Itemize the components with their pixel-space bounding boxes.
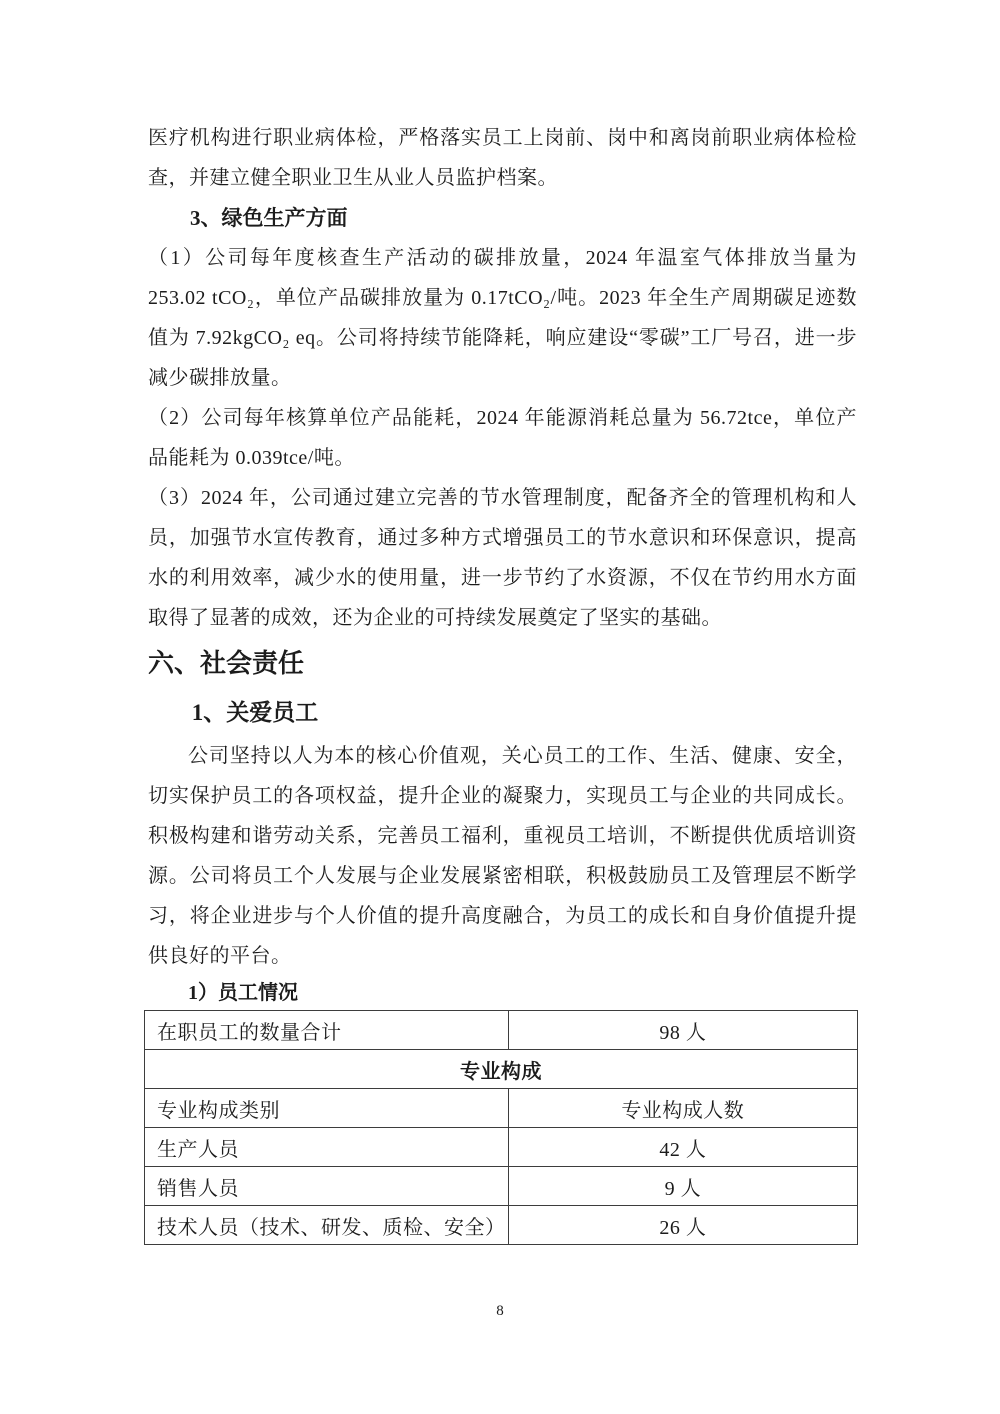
heading-staff-situation: 1）员工情况 [188,982,298,1004]
table-cell-value: 9 人 [508,1167,857,1206]
employee-table [144,1010,858,1245]
paragraph-occupational-health: 医疗机构进行职业病体检，严格落实员工上岗前、岗中和离岗前职业病体检检查，并建立健全职业卫生从业人员监护档案。 [148,127,857,189]
heading-green-production: 3、绿色生产方面 [190,206,348,230]
table-cell-value: 专业构成人数 [508,1089,857,1128]
table-section-header: 专业构成 [145,1050,858,1089]
heading-social-responsibility: 六、社会责任 [148,649,305,678]
paragraph-carbon-emissions: （1）公司每年度核查生产活动的碳排放量，2024 年温室气体排放当量为 253.02 tCO₂，单位产品碳排放量为 0.17tCO₂/吨。2023 年全生产周期碳足迹数值为 7.92kgCO₂ eq。公司将持续节能降耗，响应建设“零碳”工厂号召，进一步减少碳排放量。 [148,247,857,389]
table-cell-label: 销售人员 [145,1167,509,1206]
table-cell-label: 在职员工的数量合计 [145,1011,509,1050]
table-cell-value: 26 人 [508,1206,857,1245]
table-row [145,1128,858,1167]
table-section-row [145,1050,858,1089]
table-row [145,1089,858,1128]
paragraph-energy-consumption: （2）公司每年核算单位产品能耗，2024 年能源消耗总量为 56.72tce，单位产品能耗为 0.039tce/吨。 [148,407,857,469]
table-cell-value: 42 人 [508,1128,857,1167]
table-cell-label: 专业构成类别 [145,1089,509,1128]
heading-care-employees: 1、关爱员工 [191,700,319,725]
page-number: 8 [496,1303,504,1319]
paragraph-water-saving: （3）2024 年，公司通过建立完善的节水管理制度，配备齐全的管理机构和人员，加强节水宣传教育，通过多种方式增强员工的节水意识和环保意识，提高水的利用效率，减少水的使用量，进一步节约了水资源，不仅在节约用水方面取得了显著的成效，还为企业的可持续发展奠定了坚实的基础。 [148,487,857,629]
page-content [148,118,857,1245]
table-cell-label: 生产人员 [145,1128,509,1167]
table-row [145,1011,858,1050]
table-cell-value: 98 人 [508,1011,857,1050]
table-cell-label: 技术人员（技术、研发、质检、安全） [145,1206,509,1245]
table-row [145,1206,858,1245]
table-row [145,1167,858,1206]
paragraph-employee-care: 公司坚持以人为本的核心价值观，关心员工的工作、生活、健康、安全，切实保护员工的各项权益，提升企业的凝聚力，实现员工与企业的共同成长。积极构建和谐劳动关系，完善员工福利，重视员工培训，不断提供优质培训资源。公司将员工个人发展与企业发展紧密相联，积极鼓励员工及管理层不断学习，将企业进步与个人价值的提升高度融合，为员工的成长和自身价值提升提供良好的平台。 [148,745,857,967]
